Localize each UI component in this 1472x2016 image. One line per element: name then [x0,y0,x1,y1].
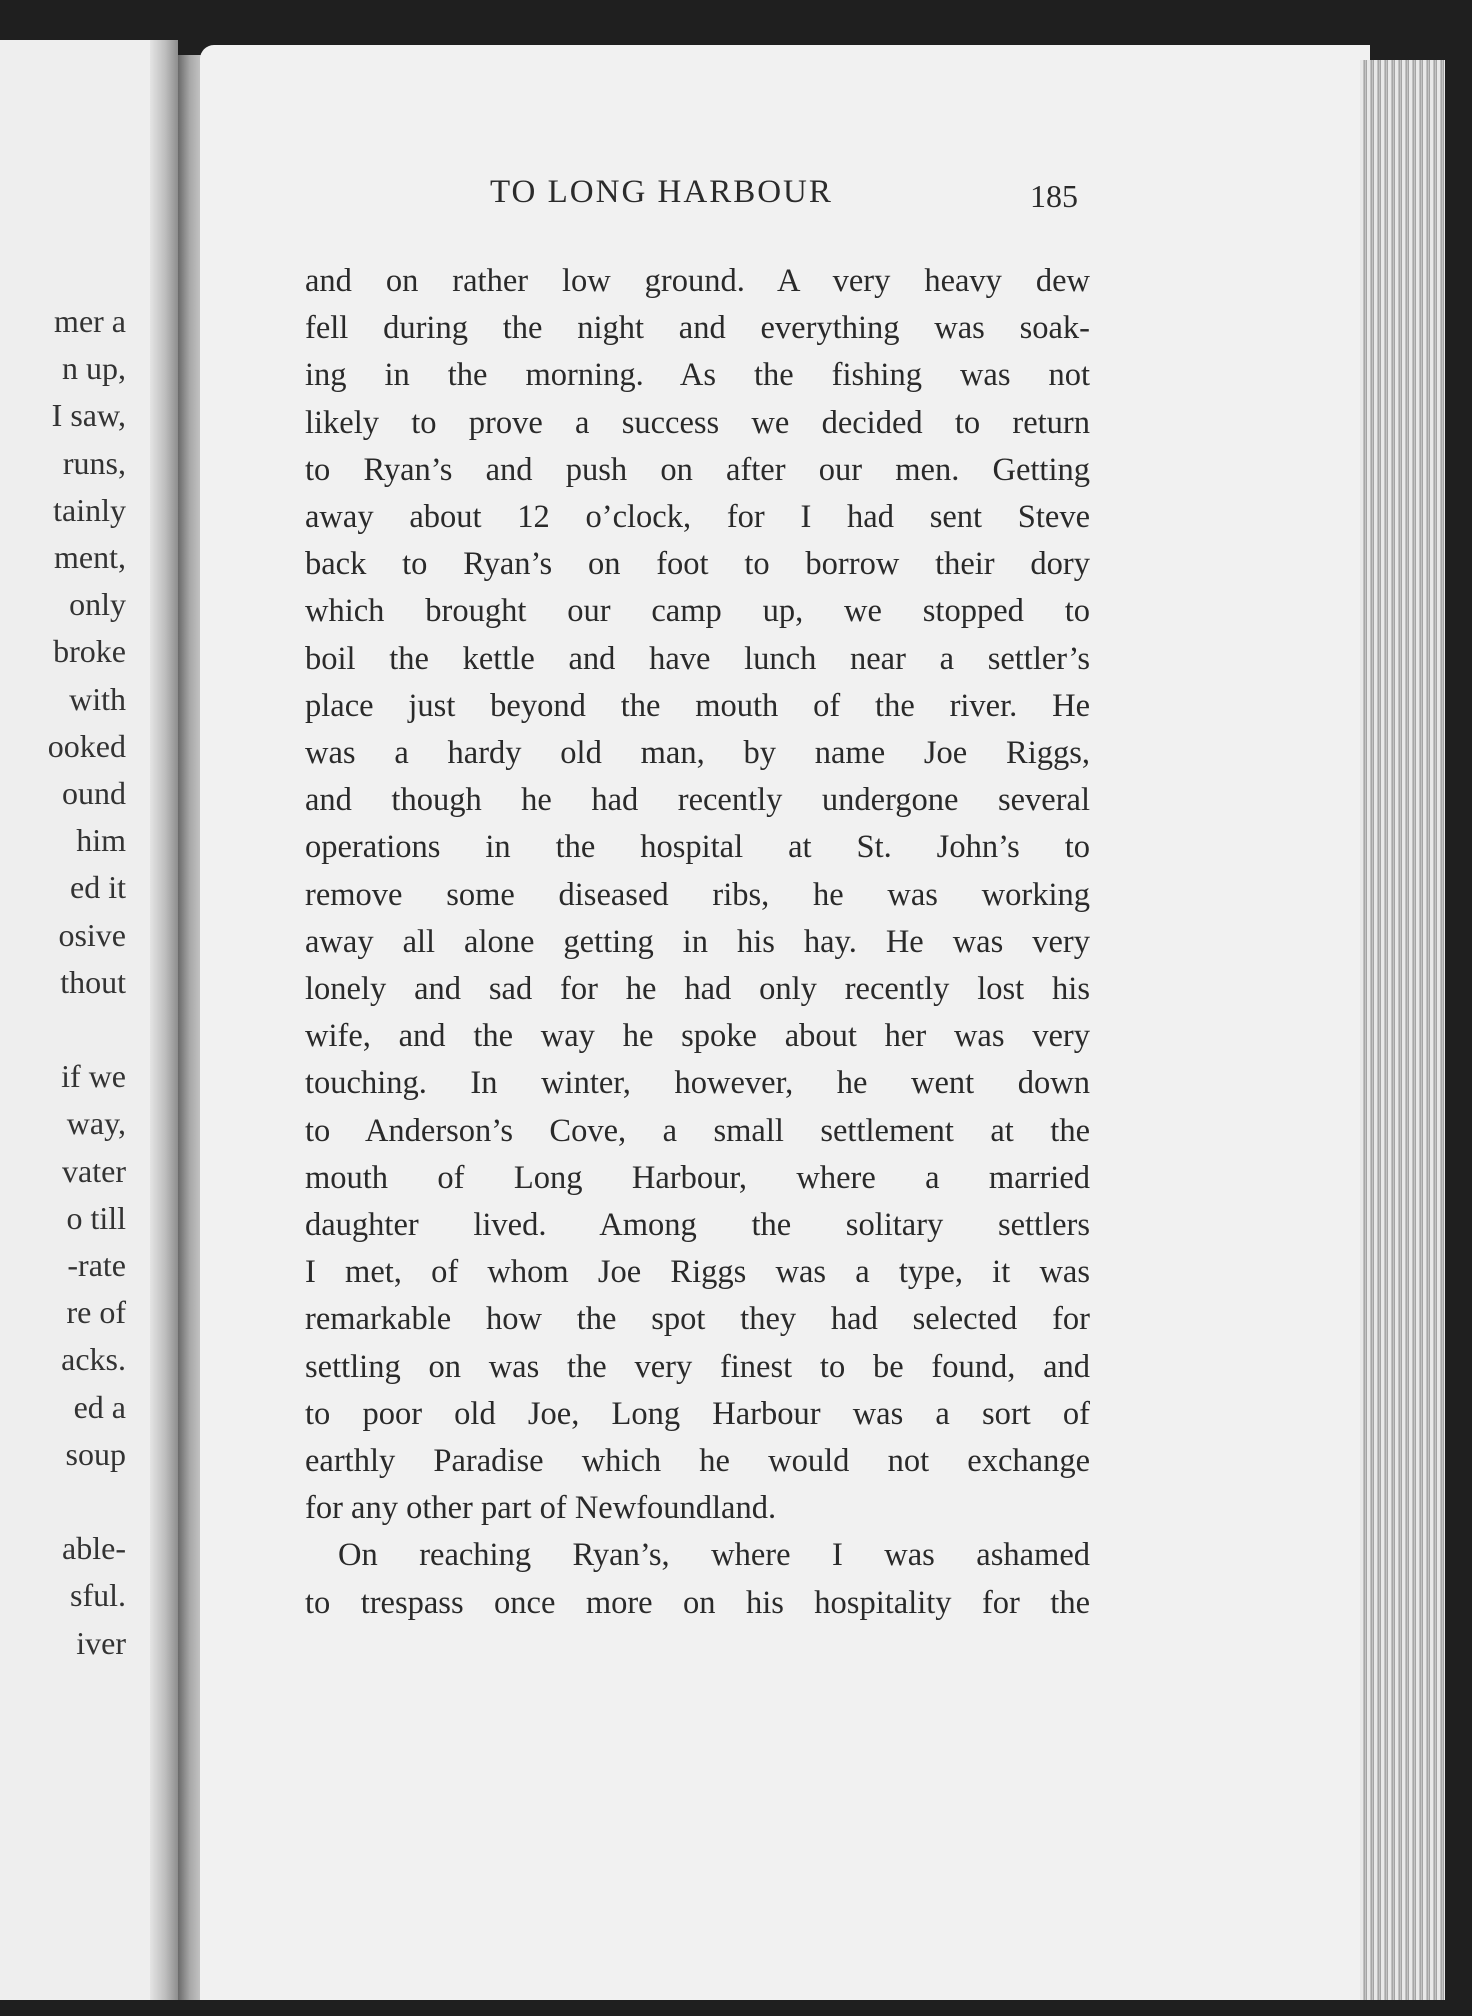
text-line: wife, and the way he spoke about her was very [305,1018,1090,1055]
text-line: away about 12 o’clock, for I had sent Steve [305,499,1090,536]
text-line: to Anderson’s Cove, a small settlement at the [305,1112,1090,1149]
text-line: fell during the night and everything was soak- [305,310,1090,347]
left-fragment: osive [58,916,126,953]
text-line: On reaching Ryan’s, where I was ashamed [338,1537,1090,1574]
left-page-text-fragments [48,298,126,1667]
text-line: ing in the morning. As the fishing was not [305,357,1090,394]
left-fragment: o till [66,1199,126,1236]
text-line: which brought our camp up, we stopped to [305,593,1090,630]
text-line: lonely and sad for he had only recently lost his [305,971,1090,1008]
text-line: and though he had recently undergone several [305,782,1090,819]
text-line: touching. In winter, however, he went down [305,1065,1090,1102]
text-line: boil the kettle and have lunch near a settler’s [305,640,1090,677]
left-fragment-blank [48,1006,126,1053]
text-line: remove some diseased ribs, he was working [305,876,1090,913]
left-fragment: acks. [61,1341,126,1378]
text-line: I met, of whom Joe Riggs was a type, it was [305,1254,1090,1291]
text-line: to poor old Joe, Long Harbour was a sort of [305,1395,1090,1432]
left-fragment: only [69,586,126,623]
left-fragment: ment, [54,539,126,576]
left-fragment: I saw, [51,397,126,434]
left-fragment: vater [62,1152,126,1189]
text-line: mouth of Long Harbour, where a married [305,1159,1090,1196]
left-fragment: way, [66,1105,126,1142]
text-line: to trespass once more on his hospitality for the [305,1584,1090,1621]
text-line: operations in the hospital at St. John’s to [305,829,1090,866]
text-line: earthly Paradise which he would not exchange [305,1443,1090,1480]
left-page-gutter-shadow [150,40,178,2000]
text-line: settling on was the very finest to be found, and [305,1348,1090,1385]
left-fragment: able- [62,1530,126,1567]
page-number: 185 [1030,178,1078,214]
left-fragment-blank [48,1478,126,1525]
running-head: TO LONG HARBOUR [490,174,833,210]
left-fragment: if we [61,1058,126,1095]
left-fragment: ound [62,775,126,812]
left-fragment: broke [53,633,126,670]
text-line: likely to prove a success we decided to return [305,404,1090,441]
left-fragment: tainly [53,491,126,528]
left-fragment: runs, [62,444,126,481]
left-fragment: ed it [70,869,126,906]
left-fragment: ooked [47,727,126,764]
left-fragment: with [69,680,126,717]
text-line: away all alone getting in his hay. He was very [305,923,1090,960]
left-fragment: mer a [54,303,126,339]
left-fragment: soup [65,1435,126,1472]
left-fragment: n up, [62,350,126,387]
left-fragment: iver [76,1624,126,1661]
text-line: for any other part of Newfoundland. [305,1490,777,1527]
body-text [305,258,1090,1627]
text-line: back to Ryan’s on foot to borrow their dory [305,546,1090,583]
page-edges [1360,60,1445,2000]
text-line: remarkable how the spot they had selected for [305,1301,1090,1338]
text-line: was a hardy old man, by name Joe Riggs, [305,735,1090,772]
left-page [0,40,178,2000]
text-line: place just beyond the mouth of the river. He [305,687,1090,724]
left-fragment: sful. [70,1577,126,1614]
text-line: to Ryan’s and push on after our men. Getting [305,451,1090,488]
text-line: daughter lived. Among the solitary settlers [305,1207,1090,1244]
left-fragment: -rate [67,1247,126,1284]
left-fragment: him [76,822,126,859]
left-fragment: ed a [73,1388,126,1425]
left-fragment: re of [66,1294,126,1331]
text-line: and on rather low ground. A very heavy dew [305,263,1090,299]
left-fragment: thout [60,963,126,1000]
